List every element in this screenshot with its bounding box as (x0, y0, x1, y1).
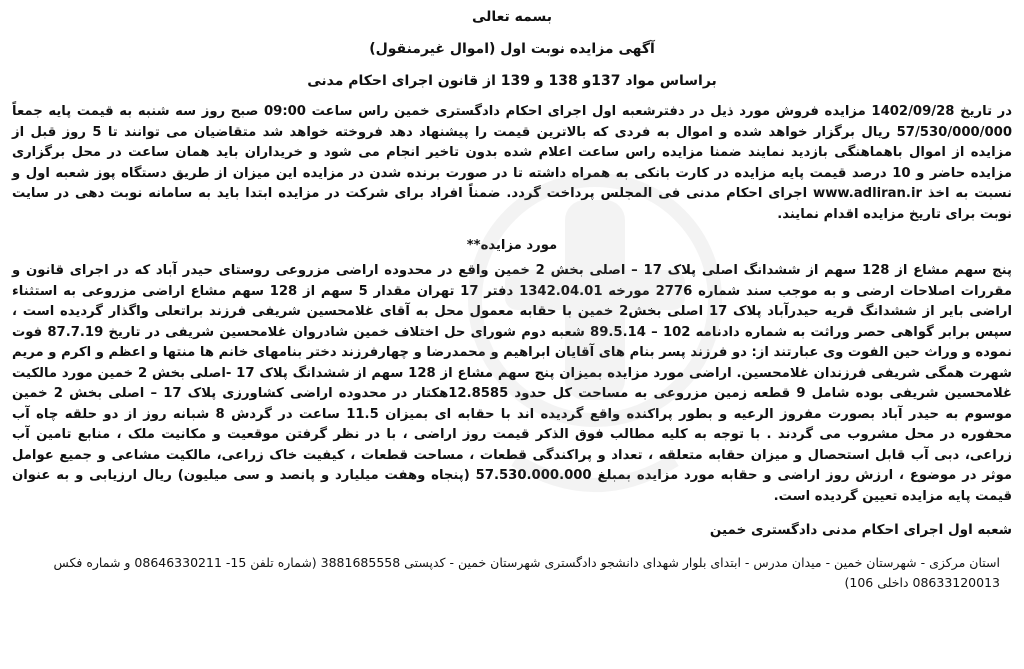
footer-line-1: استان مرکزی - شهرستان خمین - میدان مدرس - ابتدای بلوار شهدای دانشجو دادگستری شهرستان خمین - کدپستی 3881685558 (شماره تلفن 15- 08646330211 و شماره فکس (53, 555, 1000, 570)
footer-address (12, 553, 1012, 593)
header-legal-basis: براساس مواد 137و 138 و 139 از قانون اجرای احکام مدنی (307, 73, 717, 89)
subject-heading: مورد مزایده** (466, 238, 558, 253)
header-title: آگهی مزایده نوبت اول (اموال غیرمنقول) (369, 41, 655, 57)
description-paragraph: پنج سهم مشاع از 128 سهم از ششدانگ اصلی پلاک 17 – اصلی بخش 2 خمین واقع در محدوده اراضی مزروعی روستای حیدر آباد که در اجرای قانون و مقررات اصلاحات ارضی و به موجب سند شماره 2776 مورخه 1342.04.01 دفتر 17 تهران مقدار 5 سهم از 128 سهم مشاع اراضی مزروعی به استثناء اراضی بایر از ششدانگ قریه حیدرآباد پلاک 17 اصلی بخش2 خمین با حقابه معمول محل به آقای غلامحسین شریفی فرزند براتعلی واگذار گردیده است ، سپس برابر گواهی حصر وراثت به شماره دادنامه 102 – 89.5.14 شعبه دوم شورای حل اختلاف خمین شادروان غلامحسین شریفی در تاریخ 87.7.19 فوت نموده و وراث حین الفوت وی عبارتند از: دو فرزند پسر بنام های آقایان ابراهیم و محمدرضا و چهارفرزند دختر بنامهای خانم ها منتها و اعظم و اکرم و مریم شهرت همگی شریفی فرزندان غلامحسین. اراضی مورد مزایده بمیزان پنج سهم مشاع از 128 سهم از ششدانگ پلاک 17 -اصلی بخش 2 خمین مورد مالکیت غلامحسین شریفی بوده شامل 9 قطعه زمین مزروعی به مساحت کل حدود 12.8585هکتار در محدوده اراضی کشاورزی پلاک 17 – اصلی بخش 2 خمین موسوم به حیدر آباد بصورت مفروز الرعیه و بطور پراکنده واقع گردیده اند با حقابه ای بمیزان 11.5 ساعت در گردش 8 شبانه روز از دو حلقه چاه آب محفوره در محل مشروب می گردند . با توجه به کلیه مطالب فوق الذکر قیمت روز اراضی ، با در نظر گرفتن موقعیت و مکانیت ملک ، منابع تامین آب زراعی، دبی آب قابل استحصال و میزان حقابه متعلقه ، تعداد و پراکندگی قطعات ، مساحت قطعات ، کیفیت خاک زراعی، مالکیت مشاعی و جمیع عوامل موثر در موضوع ، ارزش روز اراضی و حقابه مورد مزایده بمبلغ 57.530.000.000 (پنجاه وهفت میلیارد و پانصد و سی میلیون) ریال ارزیابی و به عنوان قیمت پایه مزایده تعیین گردیده است. (12, 263, 1013, 504)
signature-line: شعبه اول اجرای احکام مدنی دادگستری خمین (709, 522, 1012, 538)
footer-line-2: 08633120013 داخلی 106) (844, 575, 1000, 590)
intro-paragraph: در تاریخ 1402/09/28 مزایده فروش مورد ذیل در دفترشعبه اول اجرای احکام دادگستری خمین راس ساعت 09:00 صبح روز سه شنبه به قیمت پایه جمعاً 57/530/000/000 ریال برگزار خواهد شده و اموال به فردی که بالاترین قیمت را پیشنهاد دهد فروخته خواهد شد متقاضیان می توانند تا 5 روز قبل از مزایده از اموال باهماهنگی بازدید نمایند ضمنا مزایده راس ساعت اعلام شده بدون تاخیر انجام می شود و خریداران باید همان ساعت در محل برگزاری مزایده حاضر و 10 درصد قیمت پایه مزایده در کارت بانکی به همراه داشته تا در صورت برنده شدن در مزایده این میزان از طریق دستگاه پوز شعبه اول و نسبت به اخذ www.adliran.ir اجرای احکام مدنی فی المجلس پرداخت گردد. ضمناً افراد برای شرکت در مزایده ابتدا باید به سامانه نوبت دهی در سایت نوبت برای تاریخ مزایده اقدام نمایند. (12, 104, 1013, 222)
header-bismillah: بسمه تعالی (471, 9, 553, 25)
